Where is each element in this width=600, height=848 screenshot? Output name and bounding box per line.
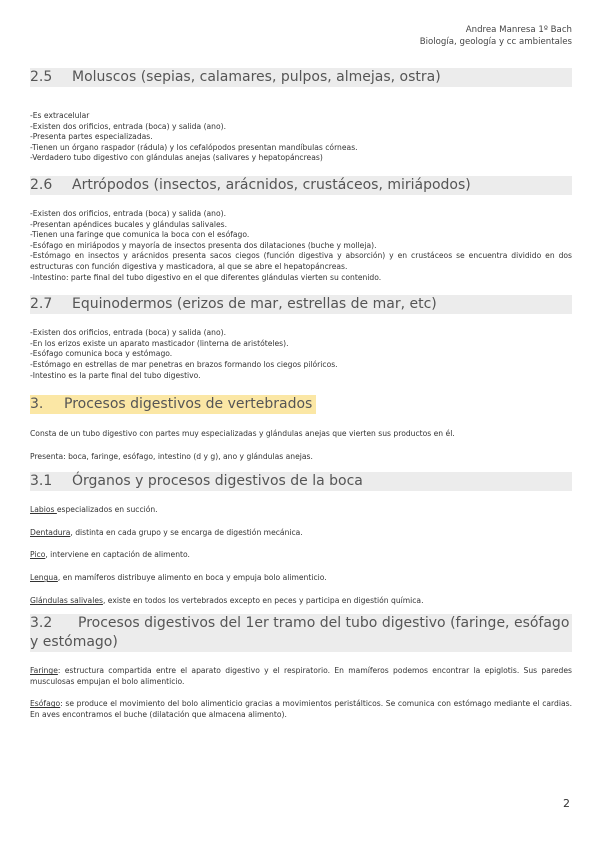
- list-item: -Existen dos orificios, entrada (boca) y salida (ano).: [30, 328, 227, 338]
- section-heading-3: [30, 395, 316, 414]
- section-heading-2-6: [30, 176, 572, 195]
- paragraph: Consta de un tubo digestivo con partes muy especializadas y glándulas anejas que vierten sus productos en él.: [30, 429, 455, 439]
- section-title: Artrópodos (insectos, arácnidos, crustáceos, miriápodos): [72, 176, 471, 193]
- definition-item: [30, 573, 572, 584]
- section-heading-3-2: [30, 614, 572, 652]
- list-item: -Estómago en estrellas de mar penetras en brazos formando los ciegos pilóricos.: [30, 359, 338, 369]
- list-item: -Existen dos orificios, entrada (boca) y salida (ano).: [30, 208, 227, 218]
- list-item: -En los erizos existe un aparato masticador (linterna de aristóteles).: [30, 338, 289, 348]
- list-item: -Presenta partes especializadas.: [30, 132, 153, 142]
- section-list-2-6: [30, 209, 572, 283]
- header-author: Andrea Manresa 1º Bach: [465, 25, 572, 35]
- page-content: [30, 62, 572, 721]
- list-item: -Esófago en miriápodos y mayoría de insectos presenta dos dilataciones (buche y molleja).: [30, 240, 377, 250]
- section-title: Órganos y procesos digestivos de la boca: [72, 473, 363, 490]
- section-list-2-5: [30, 111, 572, 164]
- section-title: Moluscos (sepias, calamares, pulpos, almejas, ostra): [72, 69, 441, 85]
- header-subject: Biología, geología y cc ambientales: [419, 37, 572, 47]
- list-item: -Verdadero tubo digestivo con glándulas anejas (salivares y hepatopáncreas): [30, 153, 323, 163]
- definition-term: Glándulas salivales: [30, 595, 103, 605]
- section-title: Procesos digestivos de vertebrados: [64, 396, 313, 413]
- list-item: -Esófago comunica boca y estómago.: [30, 349, 173, 359]
- section-number: 2.5: [30, 69, 53, 85]
- definition-item: [30, 596, 572, 607]
- list-item: -Intestino es la parte final del tubo digestivo.: [30, 370, 201, 380]
- definition-item: [30, 505, 572, 516]
- section-title: Equinodermos (erizos de mar, estrellas de mar, etc): [72, 296, 437, 313]
- section-list-2-7: [30, 328, 572, 381]
- list-item: -Existen dos orificios, entrada (boca) y salida (ano).: [30, 121, 227, 131]
- section-number: 3.2: [30, 615, 53, 632]
- definition-text: especializados en succión.: [56, 505, 158, 515]
- definition-term: Labios: [30, 505, 57, 515]
- definition-term: Pico: [30, 550, 46, 560]
- section-heading-3-wrap: [30, 393, 572, 414]
- definition-term: Faringe: [30, 666, 58, 676]
- definition-text: , interviene en captación de alimento.: [45, 550, 190, 560]
- list-item: -Intestino: parte final del tubo digestivo en el que diferentes glándulas vierten su contenido.: [30, 272, 382, 282]
- definition-item: [30, 550, 572, 561]
- section-number: 3.: [30, 396, 44, 413]
- list-item: -Presentan apéndices bucales y glándulas salivales.: [30, 219, 228, 229]
- list-item: -Tienen una faringe que comunica la boca con el esófago.: [30, 230, 250, 240]
- definition-text: , distinta en cada grupo y se encarga de digestión mecánica.: [70, 527, 303, 537]
- page-header: [420, 24, 572, 48]
- definition-text: , existe en todos los vertebrados excepto en peces y participa en digestión química.: [102, 595, 424, 605]
- definition-item: [30, 699, 572, 720]
- definition-term: Dentadura: [30, 527, 71, 537]
- list-item: -Estómago en insectos y arácnidos presenta sacos ciegos (función digestiva y absorción) y en crustáceos se encuentra dividido en dos estructuras con función digestiva y masticadora, al que se abre el hepatopáncreas.: [30, 251, 572, 271]
- definition-text: : estructura compartida entre el aparato digestivo y el respiratorio. En mamíferos podemos encontrar la epiglotis. Sus paredes musculosas empujan el bolo alimenticio.: [30, 666, 572, 686]
- definition-item: [30, 666, 572, 687]
- section-title: Procesos digestivos del 1er tramo del tubo digestivo (faringe, esófago y estómago): [30, 615, 570, 651]
- section-number: 2.7: [30, 296, 53, 313]
- list-item: -Tienen un órgano raspador (rádula) y los cefalópodos presentan mandíbulas córneas.: [30, 142, 358, 152]
- page-number: 2: [563, 797, 570, 810]
- list-item: -Es extracelular: [30, 111, 90, 120]
- section-heading-3-1: [30, 472, 572, 491]
- definition-term: Esófago: [30, 699, 61, 709]
- definition-term: Lengua: [30, 573, 58, 583]
- section-heading-2-5: [30, 68, 572, 87]
- definition-text: , en mamíferos distribuye alimento en boca y empuja bolo alimenticio.: [57, 573, 327, 583]
- section-heading-2-7: [30, 295, 572, 314]
- section-number: 2.6: [30, 176, 53, 193]
- definition-text: : se produce el movimiento del bolo alimenticio gracias a movimientos peristálticos. Se comunica con estómago mediante el cardias. En aves encontramos el buche (dilatación que almacena alimento).: [30, 699, 572, 720]
- paragraph: Presenta: boca, faringe, esófago, intestino (d y g), ano y glándulas anejas.: [30, 451, 313, 461]
- section-number: 3.1: [30, 473, 53, 490]
- definition-item: [30, 528, 572, 539]
